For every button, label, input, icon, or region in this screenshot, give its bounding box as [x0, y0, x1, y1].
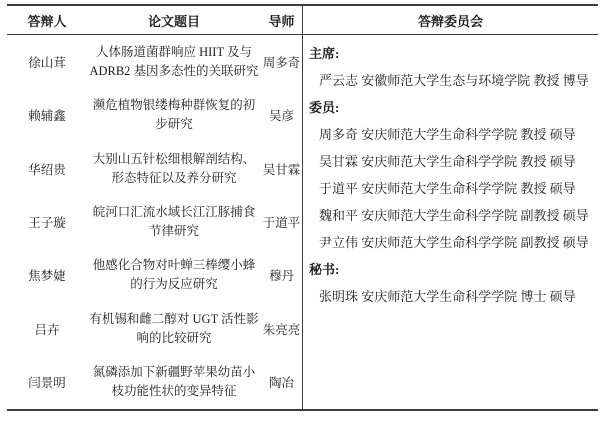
committee-member-entry: 于道平 安庆师范大学生命科学学院 教授 硕导 [319, 181, 576, 196]
defender-name: 吕卉 [34, 322, 60, 337]
committee-secretary-label: 秘书: [309, 262, 340, 277]
thesis-title: 大别山五针松细根解剖结构、形态特征以及养分研究 [92, 151, 256, 185]
header-defender: 答辩人 [27, 13, 67, 29]
table-header-left [7, 11, 302, 30]
committee-chair-label: 主席: [309, 46, 340, 61]
advisor-name: 于道平 [262, 215, 301, 230]
defense-rows [7, 35, 302, 409]
committee-member-entry: 尹立伟 安庆师范大学生命科学学院 副教授 硕导 [319, 235, 589, 250]
defender-name: 焦梦婕 [28, 269, 66, 284]
thesis-title: 皖河口汇流水域长江江豚捕食节律研究 [92, 204, 256, 238]
defense-table [7, 4, 598, 411]
table-row [7, 356, 302, 409]
table-row [7, 35, 302, 88]
committee-member-entry: 魏和平 安庆师范大学生命科学学院 副教授 硕导 [319, 208, 589, 223]
table-header-row [7, 6, 598, 35]
advisor-name: 周多奇 [262, 55, 301, 70]
thesis-title: 氮磷添加下新疆野苹果幼苗小枝功能性状的变异特征 [92, 365, 256, 399]
advisor-name: 穆丹 [268, 269, 294, 284]
table-row [7, 195, 302, 248]
thesis-title: 有机锡和雌二醇对 UGT 活性影响的比较研究 [89, 311, 259, 345]
table-row [7, 88, 302, 141]
table-row [7, 302, 302, 355]
defender-name: 王子璇 [28, 215, 66, 230]
table-row [7, 249, 302, 302]
committee-panel [302, 35, 598, 409]
committee-chair-entry: 严云志 安徽师范大学生态与环境学院 教授 博导 [319, 73, 589, 88]
advisor-name: 吴甘霖 [262, 162, 301, 177]
table-row [7, 142, 302, 195]
defender-name: 赖辅鑫 [28, 109, 66, 124]
thesis-title: 他感化合物对叶蝉三棒缨小蜂的行为反应研究 [92, 258, 256, 292]
committee-member-entry: 吴甘霖 安庆师范大学生命科学学院 教授 硕导 [319, 154, 576, 169]
defender-name: 闫景明 [28, 376, 66, 391]
advisor-name: 朱亮亮 [262, 322, 301, 337]
advisor-name: 陶冶 [268, 376, 294, 391]
header-committee: 答辩委员会 [302, 6, 598, 34]
committee-members-label: 委员: [309, 100, 340, 115]
defender-name: 华绍贵 [28, 162, 66, 177]
thesis-title: 濒危植物银缕梅种群恢复的初步研究 [92, 98, 256, 132]
committee-member-entry: 周多奇 安庆师范大学生命科学学院 教授 硕导 [319, 127, 576, 142]
header-thesis-title: 论文题目 [147, 13, 200, 29]
advisor-name: 吴彦 [268, 109, 294, 124]
thesis-title: 人体肠道菌群响应 HIIT 及与 ADRB2 基因多态性的关联研究 [89, 44, 259, 78]
committee-secretary-entry: 张明珠 安庆师范大学生命科学学院 博士 硕导 [319, 289, 576, 304]
table-body [7, 35, 598, 409]
header-advisor: 导师 [268, 13, 295, 29]
defender-name: 徐山茸 [28, 55, 66, 70]
